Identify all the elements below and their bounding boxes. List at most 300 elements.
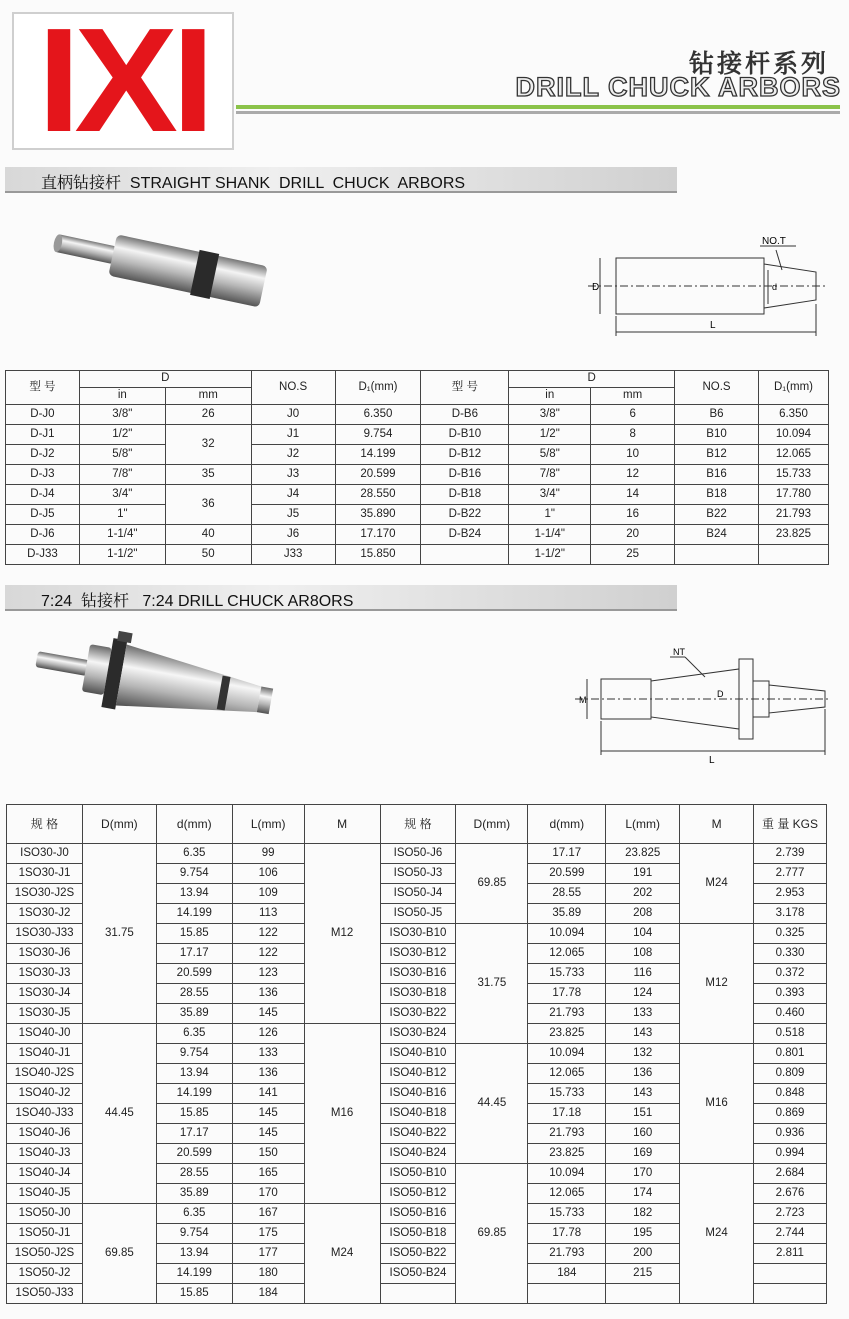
cell-mm: 32 — [165, 425, 251, 465]
cell-weight: 0.801 — [754, 1044, 827, 1064]
cell-model: D-B10 — [421, 425, 509, 445]
cell-model: 1SO40-J0 — [7, 1024, 83, 1044]
cell-length: 99 — [232, 844, 304, 864]
cell-d-inner: 20.599 — [528, 864, 606, 884]
drawing-label-m: M — [579, 695, 587, 705]
cell-d1: 35.890 — [335, 505, 421, 525]
cell-weight: 0.936 — [754, 1124, 827, 1144]
cell-model: 1SO30-J6 — [7, 944, 83, 964]
straight-shank-drawing — [586, 232, 831, 340]
cell-d-inner: 23.825 — [528, 1144, 606, 1164]
cell-weight: 2.744 — [754, 1224, 827, 1244]
cell-model: D-J4 — [6, 485, 80, 505]
cell-length: 184 — [232, 1284, 304, 1304]
cell-thread: M24 — [680, 844, 754, 924]
straight-shank-table — [5, 370, 829, 565]
cell-mm: 26 — [165, 405, 251, 425]
cell-nos: J3 — [251, 465, 335, 485]
cell-length: 169 — [606, 1144, 680, 1164]
cell-d-inner: 184 — [528, 1264, 606, 1284]
cell-d1: 14.199 — [335, 445, 421, 465]
cell-length: 108 — [606, 944, 680, 964]
cell-model: ISO50-B24 — [380, 1264, 456, 1284]
cell-weight: 2.684 — [754, 1164, 827, 1184]
cell-length: 208 — [606, 904, 680, 924]
cell-length: 123 — [232, 964, 304, 984]
cell-d-inner: 20.599 — [156, 1144, 232, 1164]
cell-length: 145 — [232, 1004, 304, 1024]
cell-model: 1SO30-J2S — [7, 884, 83, 904]
cell-d1: 28.550 — [335, 485, 421, 505]
cell-nos: J2 — [251, 445, 335, 465]
cell-length: 126 — [232, 1024, 304, 1044]
cell-weight: 0.330 — [754, 944, 827, 964]
cell-model: 1SO30-J1 — [7, 864, 83, 884]
cell-d-inner: 14.199 — [156, 1084, 232, 1104]
cell-d-inner: 17.17 — [156, 944, 232, 964]
cell-model: D-B16 — [421, 465, 509, 485]
straight-shank-arbor-photo — [45, 228, 275, 308]
table-row — [6, 545, 829, 565]
cell-mm: 16 — [591, 505, 675, 525]
section-title: 7:24 钻接杆 7:24 DRILL CHUCK AR8ORS — [41, 593, 354, 610]
cell-mm: 6 — [591, 405, 675, 425]
cell-d-inner: 12.065 — [528, 1184, 606, 1204]
header-model: 规 格 — [380, 805, 456, 844]
cell-d-inner: 13.94 — [156, 1064, 232, 1084]
brand-logo — [12, 0, 234, 163]
cell-model — [421, 545, 509, 565]
cell-length: 150 — [232, 1144, 304, 1164]
cell-nos — [675, 545, 759, 565]
cell-d-inner: 9.754 — [156, 1044, 232, 1064]
table-row — [6, 525, 829, 545]
cell-d-inner: 17.78 — [528, 1224, 606, 1244]
cell-in: 5/8" — [79, 445, 165, 465]
cell-weight: 0.848 — [754, 1084, 827, 1104]
cell-weight: 0.393 — [754, 984, 827, 1004]
cell-model: ISO40-B10 — [380, 1044, 456, 1064]
cell-d-inner: 15.733 — [528, 1204, 606, 1224]
cell-model: 1SO50-J2 — [7, 1264, 83, 1284]
cell-model: ISO50-B16 — [380, 1204, 456, 1224]
cell-length: 141 — [232, 1084, 304, 1104]
cell-d-inner: 10.094 — [528, 1164, 606, 1184]
cell-d-inner: 15.733 — [528, 964, 606, 984]
cell-d-inner: 21.793 — [528, 1004, 606, 1024]
logo-text: IXI — [37, 0, 209, 163]
cell-weight: 2.811 — [754, 1244, 827, 1264]
cell-in: 3/4" — [509, 485, 591, 505]
header-length: L(mm) — [232, 805, 304, 844]
cell-mm: 36 — [165, 485, 251, 525]
cell-weight: 3.178 — [754, 904, 827, 924]
cell-length: 143 — [606, 1084, 680, 1104]
cell-d-inner: 21.793 — [528, 1124, 606, 1144]
cell-in: 1-1/4" — [79, 525, 165, 545]
header-thread: M — [680, 805, 754, 844]
header-d1: D₁(mm) — [335, 371, 421, 405]
drawing-label-nt: NT — [673, 647, 685, 657]
cell-d-inner: 15.85 — [156, 1104, 232, 1124]
cell-model: 1SO40-J1 — [7, 1044, 83, 1064]
cell-model: 1SO30-J33 — [7, 924, 83, 944]
cell-model: 1SO30-J3 — [7, 964, 83, 984]
cell-d1: 17.170 — [335, 525, 421, 545]
cell-length: 180 — [232, 1264, 304, 1284]
cell-d-inner: 17.17 — [156, 1124, 232, 1144]
cell-length: 133 — [232, 1044, 304, 1064]
cell-length: 195 — [606, 1224, 680, 1244]
section-title: 直柄钻接杆 STRAIGHT SHANK DRILL CHUCK ARBORS — [41, 175, 466, 192]
cell-d-inner: 12.065 — [528, 944, 606, 964]
cell-model: D-B22 — [421, 505, 509, 525]
cell-length: 122 — [232, 924, 304, 944]
cell-length: 200 — [606, 1244, 680, 1264]
cell-length: 23.825 — [606, 844, 680, 864]
header-d: D — [79, 371, 251, 388]
table-row — [6, 445, 829, 465]
cell-in: 1-1/2" — [509, 545, 591, 565]
cell-nos: B12 — [675, 445, 759, 465]
cell-in: 3/4" — [79, 485, 165, 505]
cell-model: ISO30-B16 — [380, 964, 456, 984]
table-row — [7, 844, 827, 864]
header-thread: M — [304, 805, 380, 844]
cell-mm: 8 — [591, 425, 675, 445]
cell-weight: 0.869 — [754, 1104, 827, 1124]
cell-d-inner: 6.35 — [156, 844, 232, 864]
cell-d-outer: 69.85 — [456, 1164, 528, 1304]
header-model: 型 号 — [421, 371, 509, 405]
cell-weight: 2.676 — [754, 1184, 827, 1204]
cell-d-inner: 21.793 — [528, 1244, 606, 1264]
cell-length: 177 — [232, 1244, 304, 1264]
drawing-label-d: D — [717, 689, 724, 699]
cell-nos: J4 — [251, 485, 335, 505]
cell-model: 1SO40-J2S — [7, 1064, 83, 1084]
cell-d-inner — [528, 1284, 606, 1304]
cell-model: ISO50-J6 — [380, 844, 456, 864]
cell-model: ISO30-B12 — [380, 944, 456, 964]
cell-length: 165 — [232, 1164, 304, 1184]
cell-weight: 2.777 — [754, 864, 827, 884]
catalog-title-cn: 钻接杆系列 — [688, 49, 829, 78]
cell-model: 1SO30-J2 — [7, 904, 83, 924]
cell-weight: 0.994 — [754, 1144, 827, 1164]
cell-length: 170 — [606, 1164, 680, 1184]
drawing-label-length: L — [709, 755, 715, 766]
cell-model: D-J3 — [6, 465, 80, 485]
header-d-outer: D(mm) — [82, 805, 156, 844]
cell-model: 1SO40-J3 — [7, 1144, 83, 1164]
cell-model: 1SO50-J2S — [7, 1244, 83, 1264]
cell-thread: M16 — [680, 1044, 754, 1164]
cell-length: 132 — [606, 1044, 680, 1064]
cell-nos: B10 — [675, 425, 759, 445]
header-length: L(mm) — [606, 805, 680, 844]
cell-model: 1SO40-J5 — [7, 1184, 83, 1204]
cell-model: ISO30-J0 — [7, 844, 83, 864]
cell-nos: J5 — [251, 505, 335, 525]
cell-model: D-J6 — [6, 525, 80, 545]
taper-arbor-photo — [30, 628, 280, 743]
cell-model: D-J33 — [6, 545, 80, 565]
cell-length: 133 — [606, 1004, 680, 1024]
header-weight: 重 量 KGS — [754, 805, 827, 844]
cell-length: 104 — [606, 924, 680, 944]
header-d1: D₁(mm) — [758, 371, 828, 405]
cell-d1: 23.825 — [758, 525, 828, 545]
cell-nos: J1 — [251, 425, 335, 445]
cell-weight: 2.739 — [754, 844, 827, 864]
cell-model: 1SO50-J33 — [7, 1284, 83, 1304]
cell-model: ISO40-B16 — [380, 1084, 456, 1104]
cell-length: 145 — [232, 1124, 304, 1144]
cell-d-outer: 69.85 — [456, 844, 528, 924]
cell-model: ISO50-J3 — [380, 864, 456, 884]
cell-in: 3/8" — [79, 405, 165, 425]
cell-d-inner: 10.094 — [528, 1044, 606, 1064]
cell-nos: B16 — [675, 465, 759, 485]
cell-in: 1-1/2" — [79, 545, 165, 565]
header-nos: NO.S — [251, 371, 335, 405]
cell-d-inner: 15.733 — [528, 1084, 606, 1104]
cell-nos: B6 — [675, 405, 759, 425]
cell-d1: 20.599 — [335, 465, 421, 485]
cell-in: 5/8" — [509, 445, 591, 465]
cell-length: 136 — [606, 1064, 680, 1084]
drawing-label-length: L — [710, 320, 716, 331]
cell-mm: 20 — [591, 525, 675, 545]
cell-mm: 40 — [165, 525, 251, 545]
table-header-row — [6, 371, 829, 388]
cell-nos: B18 — [675, 485, 759, 505]
cell-d-outer: 44.45 — [82, 1024, 156, 1204]
cell-d-inner: 35.89 — [528, 904, 606, 924]
cell-model: D-J1 — [6, 425, 80, 445]
cell-thread: M16 — [304, 1024, 380, 1204]
cell-mm: 25 — [591, 545, 675, 565]
header-divider — [236, 105, 840, 109]
cell-d1: 17.780 — [758, 485, 828, 505]
cell-length — [606, 1284, 680, 1304]
cell-model: ISO30-B10 — [380, 924, 456, 944]
cell-d-outer: 31.75 — [82, 844, 156, 1024]
cell-nos: B22 — [675, 505, 759, 525]
header-model: 规 格 — [7, 805, 83, 844]
cell-model: ISO40-B22 — [380, 1124, 456, 1144]
cell-d-inner: 35.89 — [156, 1004, 232, 1024]
cell-length: 170 — [232, 1184, 304, 1204]
cell-thread: M12 — [304, 844, 380, 1024]
header-divider-shadow — [236, 111, 840, 114]
cell-length: 182 — [606, 1204, 680, 1224]
cell-length: 106 — [232, 864, 304, 884]
cell-model: 1SO30-J5 — [7, 1004, 83, 1024]
table-header-row — [7, 805, 827, 844]
cell-length: 116 — [606, 964, 680, 984]
cell-model: ISO30-B22 — [380, 1004, 456, 1024]
cell-mm: 10 — [591, 445, 675, 465]
cell-d-inner: 28.55 — [528, 884, 606, 904]
cell-length: 174 — [606, 1184, 680, 1204]
cell-length: 143 — [606, 1024, 680, 1044]
cell-length: 122 — [232, 944, 304, 964]
cell-length: 175 — [232, 1224, 304, 1244]
cell-model: ISO40-B18 — [380, 1104, 456, 1124]
drawing-label-d-outer: D — [592, 282, 600, 293]
table-row — [6, 405, 829, 425]
header-mm: mm — [165, 388, 251, 405]
cell-d-inner: 14.199 — [156, 1264, 232, 1284]
cell-d-inner: 14.199 — [156, 904, 232, 924]
cell-d-inner: 28.55 — [156, 1164, 232, 1184]
cell-model: ISO30-B18 — [380, 984, 456, 1004]
cell-d-outer: 69.85 — [82, 1204, 156, 1304]
cell-d-inner: 17.18 — [528, 1104, 606, 1124]
cell-weight: 0.325 — [754, 924, 827, 944]
cell-d1: 10.094 — [758, 425, 828, 445]
cell-model: ISO50-B10 — [380, 1164, 456, 1184]
table-row — [6, 465, 829, 485]
cell-model: D-B12 — [421, 445, 509, 465]
drawing-label-d-inner: d — [772, 282, 778, 292]
cell-length: 145 — [232, 1104, 304, 1124]
cell-weight: 0.518 — [754, 1024, 827, 1044]
cell-model: D-J5 — [6, 505, 80, 525]
taper-arbor-drawing — [575, 647, 833, 767]
cell-model — [380, 1284, 456, 1304]
cell-d1: 12.065 — [758, 445, 828, 465]
header-model: 型 号 — [6, 371, 80, 405]
cell-weight: 2.723 — [754, 1204, 827, 1224]
cell-in: 7/8" — [79, 465, 165, 485]
cell-d-inner: 6.35 — [156, 1024, 232, 1044]
cell-length: 215 — [606, 1264, 680, 1284]
cell-mm: 50 — [165, 545, 251, 565]
cell-d-inner: 20.599 — [156, 964, 232, 984]
cell-d-outer: 31.75 — [456, 924, 528, 1044]
cell-d-inner: 9.754 — [156, 864, 232, 884]
cell-weight: 0.372 — [754, 964, 827, 984]
cell-nos: J33 — [251, 545, 335, 565]
cell-weight: 0.809 — [754, 1064, 827, 1084]
cell-length: 167 — [232, 1204, 304, 1224]
cell-weight: 0.460 — [754, 1004, 827, 1024]
cell-d-inner: 10.094 — [528, 924, 606, 944]
cell-model: ISO40-B24 — [380, 1144, 456, 1164]
cell-weight: 2.953 — [754, 884, 827, 904]
header-d: D — [509, 371, 675, 388]
cell-d-inner: 35.89 — [156, 1184, 232, 1204]
table-row — [6, 485, 829, 505]
cell-d1 — [758, 545, 828, 565]
cell-d-inner: 13.94 — [156, 884, 232, 904]
cell-model: ISO50-J5 — [380, 904, 456, 924]
header-mm: mm — [591, 388, 675, 405]
header-d-inner: d(mm) — [156, 805, 232, 844]
cell-d1: 21.793 — [758, 505, 828, 525]
cell-nos: J0 — [251, 405, 335, 425]
cell-mm: 12 — [591, 465, 675, 485]
header-d-outer: D(mm) — [456, 805, 528, 844]
cell-d-inner: 13.94 — [156, 1244, 232, 1264]
cell-length: 136 — [232, 984, 304, 1004]
cell-d1: 6.350 — [335, 405, 421, 425]
cell-d-outer: 44.45 — [456, 1044, 528, 1164]
section-header-straight-shank — [5, 167, 677, 193]
cell-d-inner: 9.754 — [156, 1224, 232, 1244]
cell-nos: J6 — [251, 525, 335, 545]
cell-in: 1" — [509, 505, 591, 525]
cell-in: 1/2" — [509, 425, 591, 445]
taper-arbor-table — [6, 804, 827, 1304]
catalog-title-en: DRILL CHUCK ARBORS — [515, 72, 841, 102]
cell-d-inner: 23.825 — [528, 1024, 606, 1044]
cell-in: 3/8" — [509, 405, 591, 425]
cell-d-inner: 17.78 — [528, 984, 606, 1004]
section-header-724 — [5, 585, 677, 611]
cell-d1: 15.733 — [758, 465, 828, 485]
cell-model: D-J0 — [6, 405, 80, 425]
cell-mm: 14 — [591, 485, 675, 505]
cell-nos: B24 — [675, 525, 759, 545]
cell-d-inner: 15.85 — [156, 1284, 232, 1304]
cell-length: 124 — [606, 984, 680, 1004]
header-in: in — [509, 388, 591, 405]
cell-d-inner: 17.17 — [528, 844, 606, 864]
cell-model: 1SO30-J4 — [7, 984, 83, 1004]
cell-model: D-J2 — [6, 445, 80, 465]
cell-model: 1SO40-J6 — [7, 1124, 83, 1144]
cell-d-inner: 15.85 — [156, 924, 232, 944]
cell-length: 160 — [606, 1124, 680, 1144]
table-row — [6, 425, 829, 445]
cell-weight — [754, 1284, 827, 1304]
cell-length: 191 — [606, 864, 680, 884]
cell-model: ISO50-B18 — [380, 1224, 456, 1244]
cell-d1: 9.754 — [335, 425, 421, 445]
cell-d1: 6.350 — [758, 405, 828, 425]
cell-model: ISO50-B12 — [380, 1184, 456, 1204]
header-nos: NO.S — [675, 371, 759, 405]
cell-thread: M12 — [680, 924, 754, 1044]
cell-length: 151 — [606, 1104, 680, 1124]
cell-mm: 35 — [165, 465, 251, 485]
cell-thread: M24 — [304, 1204, 380, 1304]
cell-model: 1SO50-J1 — [7, 1224, 83, 1244]
cell-length: 202 — [606, 884, 680, 904]
cell-in: 7/8" — [509, 465, 591, 485]
cell-model: 1SO50-J0 — [7, 1204, 83, 1224]
cell-d-inner: 28.55 — [156, 984, 232, 1004]
table-row — [6, 505, 829, 525]
cell-model: D-B18 — [421, 485, 509, 505]
cell-in: 1-1/4" — [509, 525, 591, 545]
cell-length: 113 — [232, 904, 304, 924]
cell-model: D-B24 — [421, 525, 509, 545]
cell-model: 1SO40-J4 — [7, 1164, 83, 1184]
cell-model: ISO50-B22 — [380, 1244, 456, 1264]
cell-model: 1SO40-J2 — [7, 1084, 83, 1104]
drawing-label-not: NO.T — [762, 236, 786, 247]
cell-weight — [754, 1264, 827, 1284]
cell-in: 1/2" — [79, 425, 165, 445]
cell-model: D-B6 — [421, 405, 509, 425]
cell-model: ISO30-B24 — [380, 1024, 456, 1044]
cell-in: 1" — [79, 505, 165, 525]
